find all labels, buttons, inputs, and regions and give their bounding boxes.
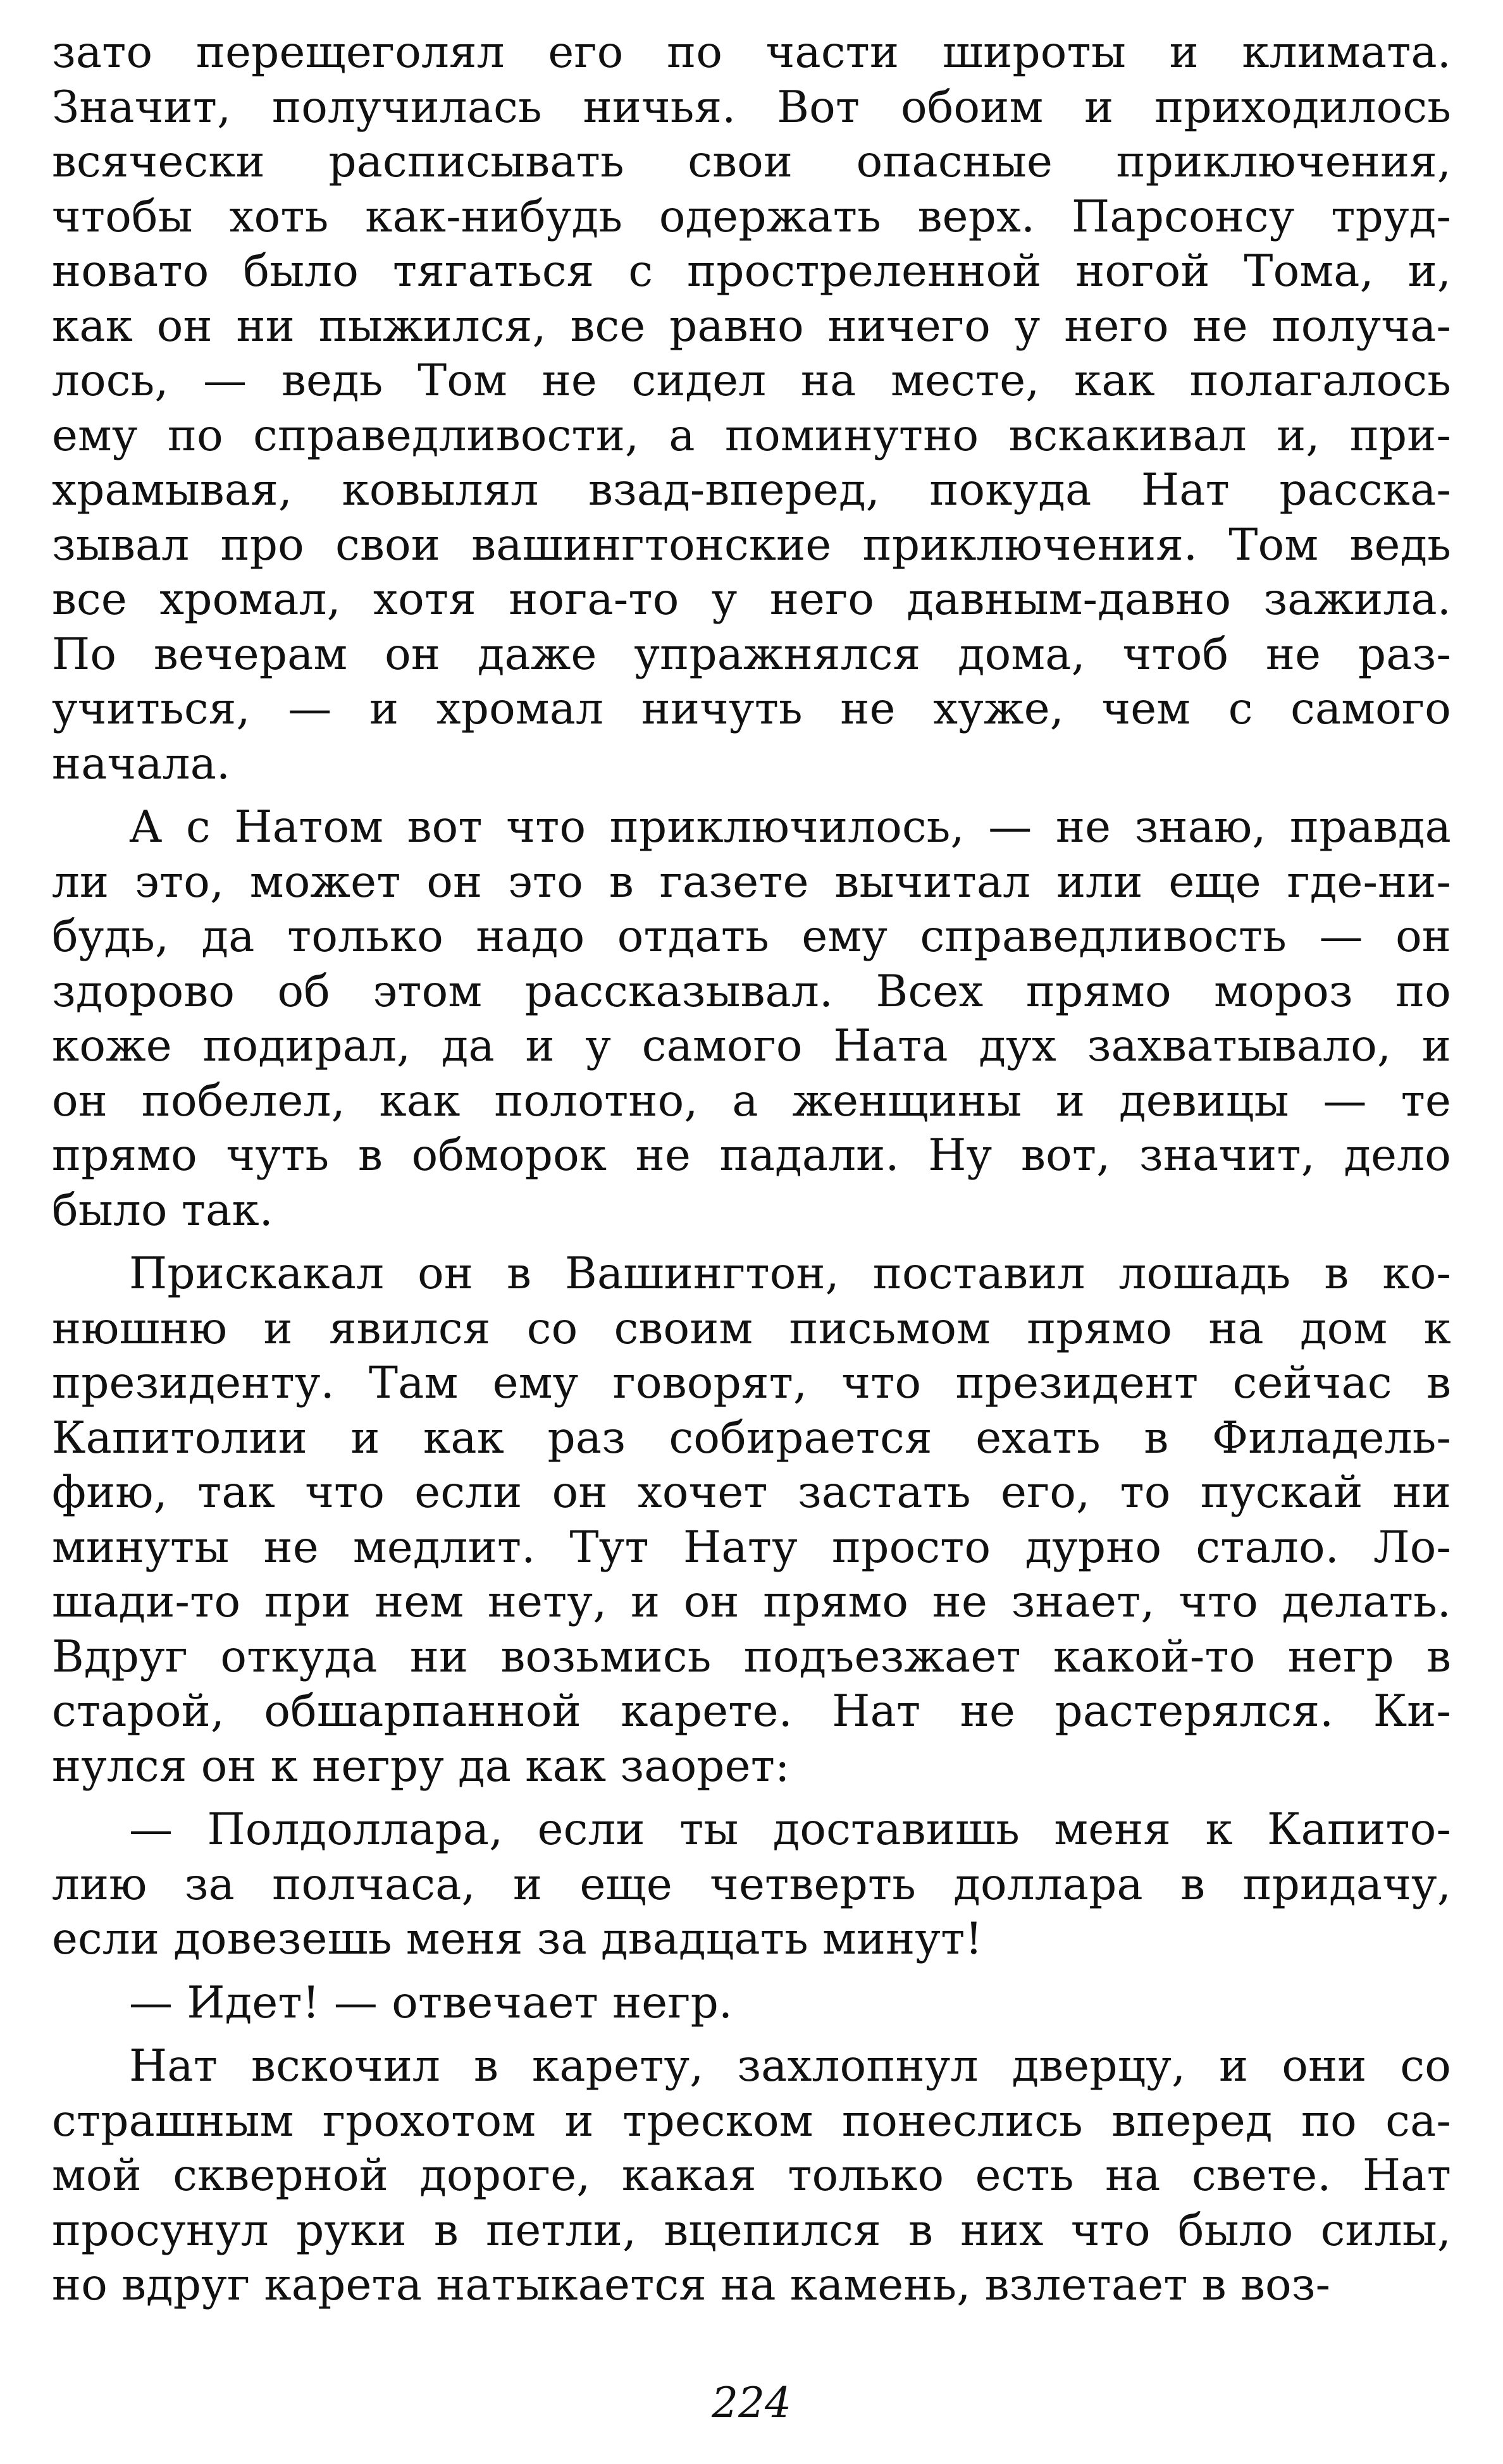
text-line: коже подирал, да и у самого Ната дух захватывало, и: [52, 1021, 1451, 1071]
text-line: страшным грохотом и треском понеслись вперед по са-: [52, 2095, 1451, 2147]
text-line: начала.: [52, 738, 231, 789]
text-line: новато было тягаться с простреленной ногой Тома, и,: [52, 246, 1451, 297]
page-number: 224: [712, 2379, 791, 2427]
text-line: он побелел, как полотно, а женщины и девицы — те: [52, 1075, 1451, 1126]
text-line: все хромал, хотя нога-то у него давным-давно зажила.: [52, 574, 1451, 625]
text-line: здорово об этом рассказывал. Всех прямо мороз по: [52, 966, 1451, 1017]
text-line: президенту. Там ему говорят, что президент сейчас в: [52, 1358, 1451, 1408]
paragraph: [52, 1976, 1451, 2031]
text-line: просунул руки в петли, вцепился в них что было силы,: [52, 2205, 1451, 2256]
paragraph: [52, 2039, 1451, 2313]
text-line: — Идет! — отвечает негр.: [129, 1977, 733, 2028]
text-line: зывал про свои вашингтонские приключения. Том ведь: [52, 519, 1451, 570]
text-line: фию, так что если он хочет застать его, то пускай ни: [52, 1467, 1451, 1518]
text-line: минуты не медлит. Тут Нату просто дурно стало. Ло-: [52, 1522, 1451, 1573]
text-line: ли это, может он это в газете вычитал или еще где-ни-: [52, 856, 1451, 908]
text-line: Значит, получилась ничья. Вот обоим и приходилось: [52, 82, 1451, 133]
paragraph: [52, 25, 1451, 791]
text-line: лось, — ведь Том не сидел на месте, как полагалось: [52, 355, 1451, 406]
text-line: будь, да только надо отдать ему справедливость — он: [52, 911, 1451, 962]
paragraph: [52, 1802, 1451, 1967]
text-line: но вдруг карета натыкается на камень, взлетает в воз-: [52, 2260, 1331, 2310]
text-line: храмывая, ковылял взад-вперед, покуда Нат расска-: [52, 465, 1451, 515]
paragraph: [52, 800, 1451, 1238]
text-line: Нат вскочил в карету, захлопнул дверцу, и они со: [129, 2041, 1451, 2091]
text-line: нулся он к негру да как заорет:: [52, 1740, 790, 1792]
text-line: было так.: [52, 1185, 273, 1236]
text-line: шади-то при нем нету, и он прямо не знает, что делать.: [52, 1577, 1451, 1627]
body-text: [52, 25, 1451, 2322]
text-line: зато перещеголял его по части широты и климата.: [52, 27, 1451, 78]
text-line: старой, обшарпанной карете. Нат не растерялся. Ки-: [52, 1686, 1451, 1737]
text-line: всячески расписывать свои опасные приключения,: [52, 137, 1451, 187]
book-page: [52, 25, 1451, 2439]
text-line: ему по справедливости, а поминутно вскакивал и, при-: [52, 410, 1451, 461]
text-line: А с Натом вот что приключилось, — не знаю, правда: [129, 802, 1451, 853]
text-line: Прискакал он в Вашингтон, поставил лошадь в ко-: [129, 1248, 1451, 1299]
text-line: как он ни пыжился, все равно ничего у него не получа-: [52, 300, 1451, 352]
text-line: лию за полчаса, и еще четверть доллара в придачу,: [52, 1859, 1451, 1910]
text-line: По вечерам он даже упражнялся дома, чтоб не раз-: [52, 629, 1451, 680]
text-line: — Полдоллара, если ты доставишь меня к Капито-: [129, 1804, 1451, 1855]
text-line: учиться, — и хромал ничуть не хуже, чем с самого: [52, 684, 1451, 734]
text-line: прямо чуть в обморок не падали. Ну вот, значит, дело: [52, 1130, 1451, 1181]
text-line: мой скверной дороге, какая только есть на свете. Нат: [52, 2150, 1451, 2201]
text-line: нюшню и явился со своим письмом прямо на дом к: [52, 1303, 1451, 1354]
text-line: чтобы хоть как-нибудь одержать верх. Парсонсу труд-: [52, 191, 1451, 242]
text-line: если довезешь меня за двадцать минут!: [52, 1914, 983, 1964]
text-line: Вдруг откуда ни возьмись подъезжает какой-то негр в: [52, 1631, 1451, 1682]
text-line: Капитолии и как раз собирается ехать в Филадель-: [52, 1412, 1451, 1463]
paragraph: [52, 1247, 1451, 1794]
